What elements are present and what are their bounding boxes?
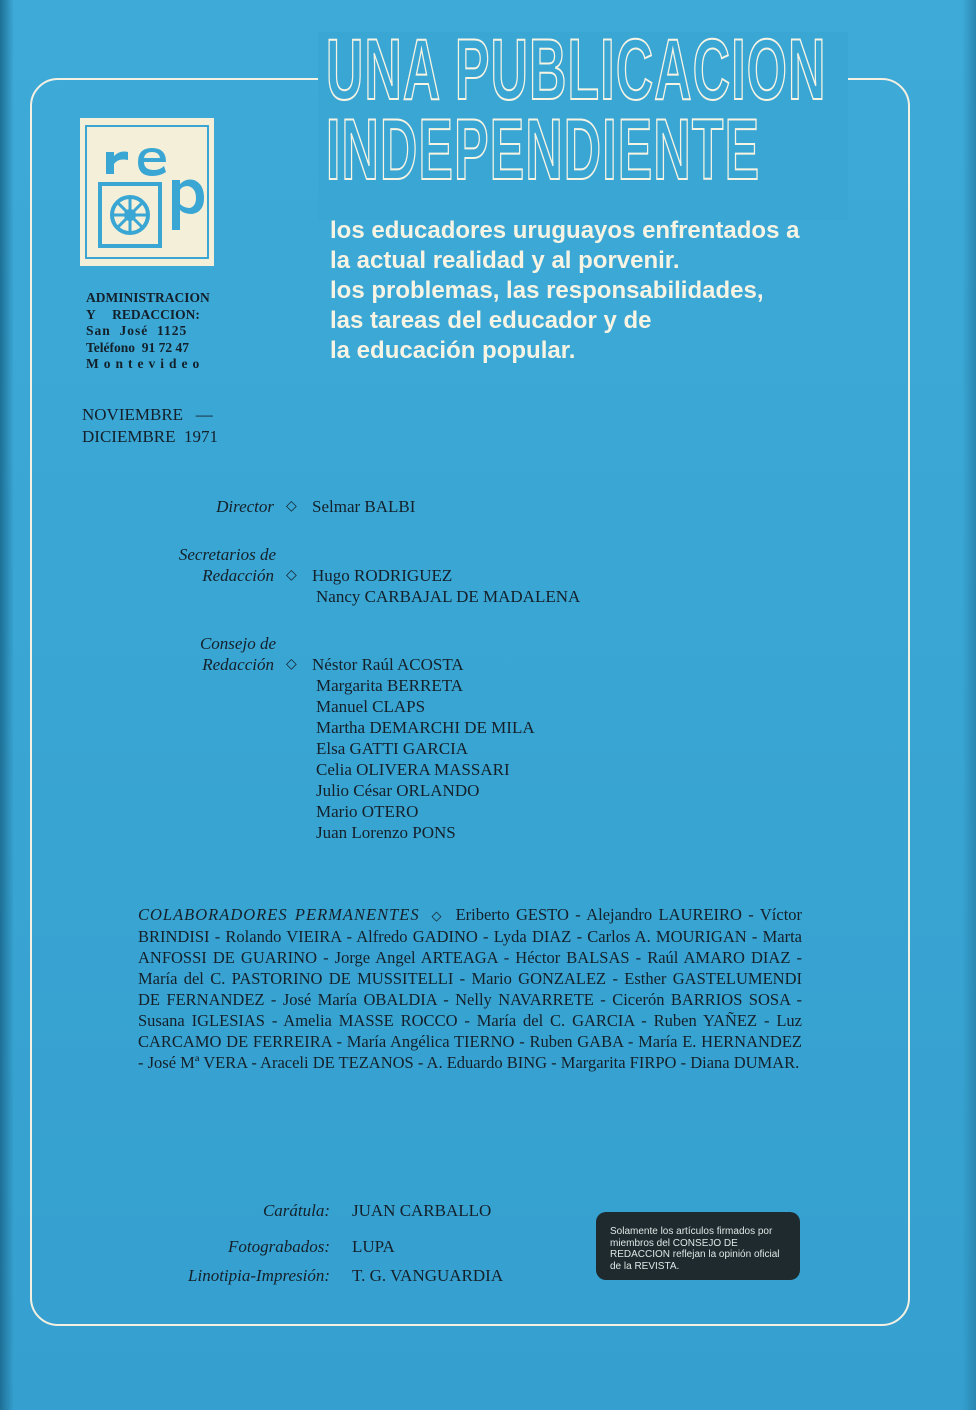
- fotograbados-label: Fotograbados:: [228, 1237, 330, 1256]
- diamond-icon: ◇: [286, 499, 297, 514]
- consejo-label-2: Redacción: [202, 655, 274, 674]
- consejo-member: Celia OLIVERA MASSARI: [316, 760, 510, 779]
- secretarios-label-2: Redacción: [202, 566, 274, 585]
- headline-line-2: INDEPENDIENTE: [326, 102, 761, 198]
- subtitle-line: la actual realidad y al porvenir.: [330, 247, 680, 274]
- consejo-member: Juan Lorenzo PONS: [316, 823, 456, 842]
- diamond-icon: ◇: [286, 568, 297, 583]
- colaboradores-label: COLABORADORES PERMANENTES: [138, 905, 420, 924]
- rep-logo-graphic: [80, 118, 214, 266]
- colaboradores-paragraph: [138, 904, 802, 1073]
- issue-date-line-1: NOVIEMBRE —: [82, 405, 213, 424]
- caratula-label: Carátula:: [262, 1201, 330, 1220]
- secretarios-list: [312, 565, 580, 607]
- admin-line: Y REDACCION:: [86, 306, 200, 322]
- headline-line-1: UNA PUBLICACION: [326, 22, 827, 118]
- page-right-edge: [962, 0, 976, 1410]
- subtitle-line: los problemas, las responsabilidades,: [330, 277, 764, 304]
- colaboradores-names: Eriberto GESTO - Alejandro LAUREIRO - Víctor BRINDISI - Rolando VIEIRA - Alfredo GADINO - Lyda DIAZ - Carlos A. MOURIGAN - Marta ANFOSSI DE GUARINO - Jorge Angel ARTEAGA - Héctor BALSAS - Raúl AMARO DIAZ - María del C. PASTORINO DE MUSSITELLI - Mario GONZALEZ - Esther GASTELUMENDI DE FERNANDEZ - José María OBALDIA - Nelly NAVARRETE - Cicerón BARRIOS SOSA - Susana IGLESIAS - Amelia MASSE ROCCO - María del C. GARCIA - Ruben YAÑEZ - Luz CARCAMO DE FERREIRA - María Angélica TIERNO - Ruben GABA - María E. HERNANDEZ - José Mª VERA - Araceli DE TEZANOS - A. Eduardo BING - Margarita FIRPO - Diana DUMAR.: [138, 905, 803, 1072]
- linotipia-label: Linotipia-Impresión:: [188, 1266, 330, 1285]
- issue-date-line-2: DICIEMBRE 1971: [82, 427, 218, 446]
- secretario-name: Nancy CARBAJAL DE MADALENA: [316, 587, 581, 606]
- consejo-member: Manuel CLAPS: [316, 697, 426, 716]
- linotipia-value: T. G. VANGUARDIA: [352, 1266, 504, 1285]
- director-label: Director: [216, 497, 274, 516]
- consejo-member: Mario OTERO: [316, 802, 419, 821]
- fotograbados-value: LUPA: [352, 1237, 395, 1256]
- subtitle: [330, 216, 920, 366]
- consejo-member: Néstor Raúl ACOSTA: [312, 655, 464, 674]
- diamond-icon: ◇: [425, 908, 450, 923]
- admin-city: Montevideo: [86, 356, 205, 371]
- editorial-note-box: [596, 1212, 800, 1280]
- consejo-member: Martha DEMARCHI DE MILA: [316, 718, 535, 737]
- secretario-name: Hugo RODRIGUEZ: [312, 566, 453, 585]
- admin-address: San José 1125: [86, 323, 188, 338]
- admin-phone: Teléfono 91 72 47: [86, 339, 190, 355]
- consejo-list: [312, 654, 535, 843]
- headline: [326, 22, 827, 198]
- editorial-note-text: Solamente los artículos firmados por miembros del CONSEJO DE REDACCION reflejan la opinión oficial de la REVISTA.: [610, 1226, 780, 1272]
- caratula-value: JUAN CARBALLO: [352, 1201, 492, 1220]
- subtitle-line: las tareas del educador y de: [330, 307, 652, 334]
- issue-date: [82, 404, 218, 448]
- administration-block: [86, 290, 254, 373]
- consejo-member: Julio César ORLANDO: [316, 781, 480, 800]
- consejo-label-1: Consejo de: [199, 634, 276, 653]
- rep-logo: [80, 118, 214, 266]
- secretarios-label-1: Secretarios de: [178, 545, 276, 564]
- director-name: Selmar BALBI: [312, 497, 416, 516]
- consejo-member: Elsa GATTI GARCIA: [316, 739, 469, 758]
- page-left-edge: [0, 0, 14, 1410]
- subtitle-line: los educadores uruguayos enfrentados a: [330, 217, 800, 244]
- diamond-icon: ◇: [286, 657, 297, 672]
- consejo-member: Margarita BERRETA: [316, 676, 464, 695]
- subtitle-line: la educación popular.: [330, 337, 576, 364]
- admin-line: ADMINISTRACION: [86, 290, 210, 305]
